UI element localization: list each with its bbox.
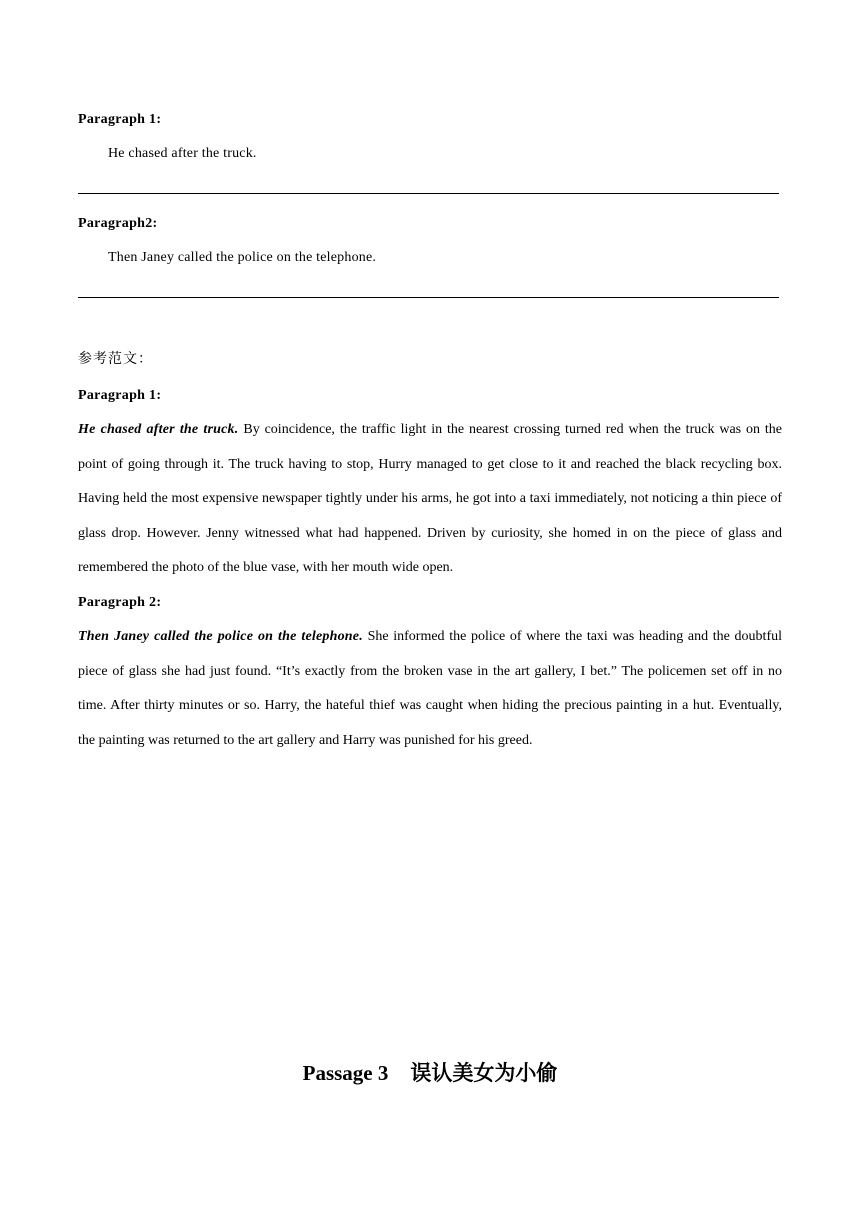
reference-paragraph1	[78, 413, 782, 586]
passage-title	[0, 1058, 860, 1088]
reference-paragraph1-lead: He chased after the truck.	[78, 422, 239, 437]
reference-paragraph2-body: She informed the police of where the taxi was heading and the doubtful piece of glass she had just found. “It’s exactly from the broken vase in the art gallery, I bet.” The policemen set off in no time. After thirty minutes or so. Harry, the hateful thief was caught when hiding the precious painting in a hut. Eventually, the painting was returned to the art gallery and Harry was punished for his greed.	[78, 629, 782, 748]
reference-paragraph2	[78, 620, 782, 758]
prompt-paragraph1-heading: Paragraph 1:	[78, 112, 162, 127]
prompt-paragraph1-opening: He chased after the truck.	[108, 146, 257, 161]
answer-blank-line-2	[78, 297, 779, 298]
reference-paragraph1-heading: Paragraph 1:	[78, 388, 162, 403]
passage-chinese-title: 误认美女为小偷	[410, 1061, 558, 1085]
reference-paragraph2-lead: Then Janey called the police on the telephone.	[78, 629, 363, 644]
passage-number: Passage 3	[302, 1061, 389, 1085]
prompt-paragraph2-opening: Then Janey called the police on the telephone.	[108, 250, 377, 265]
reference-label: 参考范文：	[78, 352, 153, 367]
answer-blank-line-1	[78, 193, 779, 194]
reference-paragraph1-body: By coincidence, the traffic light in the nearest crossing turned red when the truck was on the point of going through it. The truck having to stop, Hurry managed to get close to it and reached the black recycling box. Having held the most expensive newspaper tightly under his arms, he got into a taxi immediately, not noticing a thin piece of glass drop. However. Jenny witnessed what had happened. Driven by curiosity, she homed in on the piece of glass and remembered the photo of the blue vase, with her mouth wide open.	[78, 422, 782, 575]
prompt-paragraph2-heading: Paragraph2:	[78, 216, 158, 231]
reference-paragraph2-heading: Paragraph 2:	[78, 595, 162, 610]
